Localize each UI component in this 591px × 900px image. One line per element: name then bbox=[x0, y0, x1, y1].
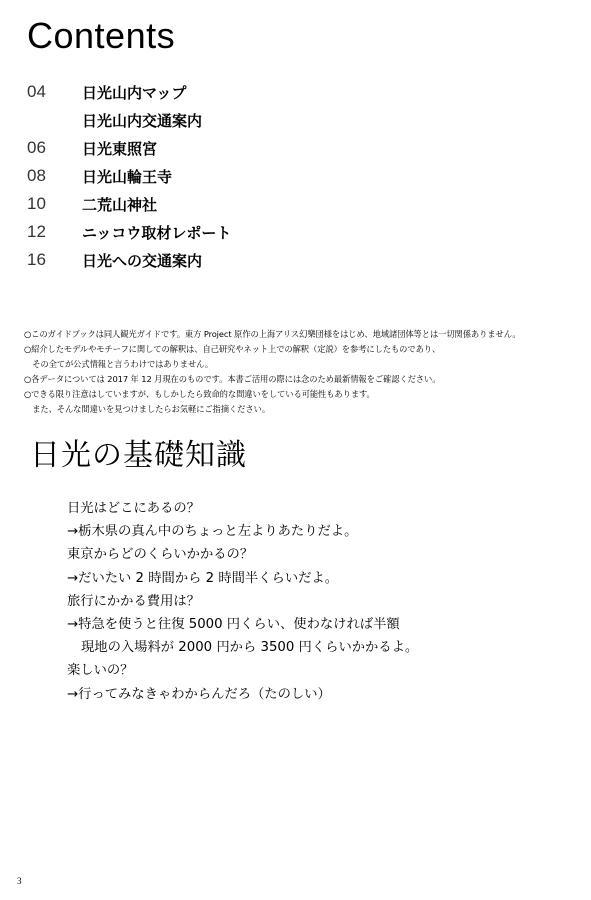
contents-heading: Contents bbox=[27, 15, 176, 56]
page-number: 3 bbox=[17, 876, 22, 886]
toc-page-number: 04 bbox=[27, 82, 46, 101]
toc-entry[interactable] bbox=[27, 80, 547, 108]
qa-question: 東京からどのくらいかかるの？ bbox=[67, 547, 254, 563]
qa-question: 楽しいの？ bbox=[67, 663, 134, 679]
toc-title: 二荒山神社 bbox=[82, 196, 158, 214]
toc-page-number: 12 bbox=[27, 222, 46, 241]
toc-entry[interactable] bbox=[27, 248, 547, 276]
qa-answer: →特急を使うと往復 5000 円くらい、使わなければ半額 bbox=[67, 617, 400, 633]
qa-question: 日光はどこにあるの？ bbox=[67, 501, 200, 516]
toc-title: ニッコウ取材レポート bbox=[82, 224, 232, 242]
toc-page-number: 08 bbox=[27, 166, 46, 185]
toc-entry[interactable] bbox=[27, 220, 547, 248]
toc-page-number: 10 bbox=[27, 194, 46, 213]
note-line: ○各データについては 2017 年 12 月現在のものです。本書ご活用の際には念のため最新情報をご確認ください。 bbox=[24, 374, 441, 384]
toc-entry[interactable] bbox=[27, 108, 547, 136]
toc-title: 日光への交通案内 bbox=[82, 252, 203, 270]
disclaimer-notes bbox=[24, 327, 584, 417]
toc-title: 日光山内マップ bbox=[82, 84, 187, 102]
qa-answer: →栃木県の真ん中のちょっと左よりあたりだよ。 bbox=[67, 524, 358, 540]
qa-answer: →だいたい 2 時間から 2 時間半くらいだよ。 bbox=[67, 570, 339, 586]
note-line: また、そんな間違いを見つけましたらお気軽にご指摘ください。 bbox=[24, 404, 270, 414]
toc-title: 日光山内交通案内 bbox=[82, 112, 203, 130]
note-line: ○このガイドブックは同人観光ガイドです。東方 Project 原作の上海アリス幻樂団様をはじめ、地域諸団体等とは一切関係ありません。 bbox=[24, 329, 521, 339]
note-line: ○紹介したモデルやモチーフに関しての解釈は、自己研究やネット上での解釈（定説）を参考にしたものであり、 bbox=[24, 344, 441, 354]
note-line: その全てが公式情報と言うわけではありません。 bbox=[24, 359, 214, 369]
table-of-contents bbox=[27, 80, 547, 276]
qa-question: 旅行にかかる費用は？ bbox=[67, 593, 200, 609]
qa-answer: →行ってみなきゃわからんだろ（たのしい） bbox=[67, 686, 331, 702]
toc-page-number: 16 bbox=[27, 250, 46, 269]
toc-entry[interactable] bbox=[27, 192, 547, 220]
qa-answer-continued: 現地の入場料が 2000 円から 3500 円くらいかかるよ。 bbox=[81, 640, 419, 656]
note-line: ○できる限り注意はしていますが、もしかしたら致命的な間違いをしている可能性もあります。 bbox=[24, 389, 375, 399]
section-heading: 日光の基礎知識 bbox=[30, 438, 247, 473]
toc-entry[interactable] bbox=[27, 136, 547, 164]
toc-title: 日光山輪王寺 bbox=[82, 168, 173, 186]
qa-section bbox=[67, 497, 567, 706]
toc-title: 日光東照宮 bbox=[82, 140, 158, 158]
toc-entry[interactable] bbox=[27, 164, 547, 192]
toc-page-number: 06 bbox=[27, 138, 46, 157]
